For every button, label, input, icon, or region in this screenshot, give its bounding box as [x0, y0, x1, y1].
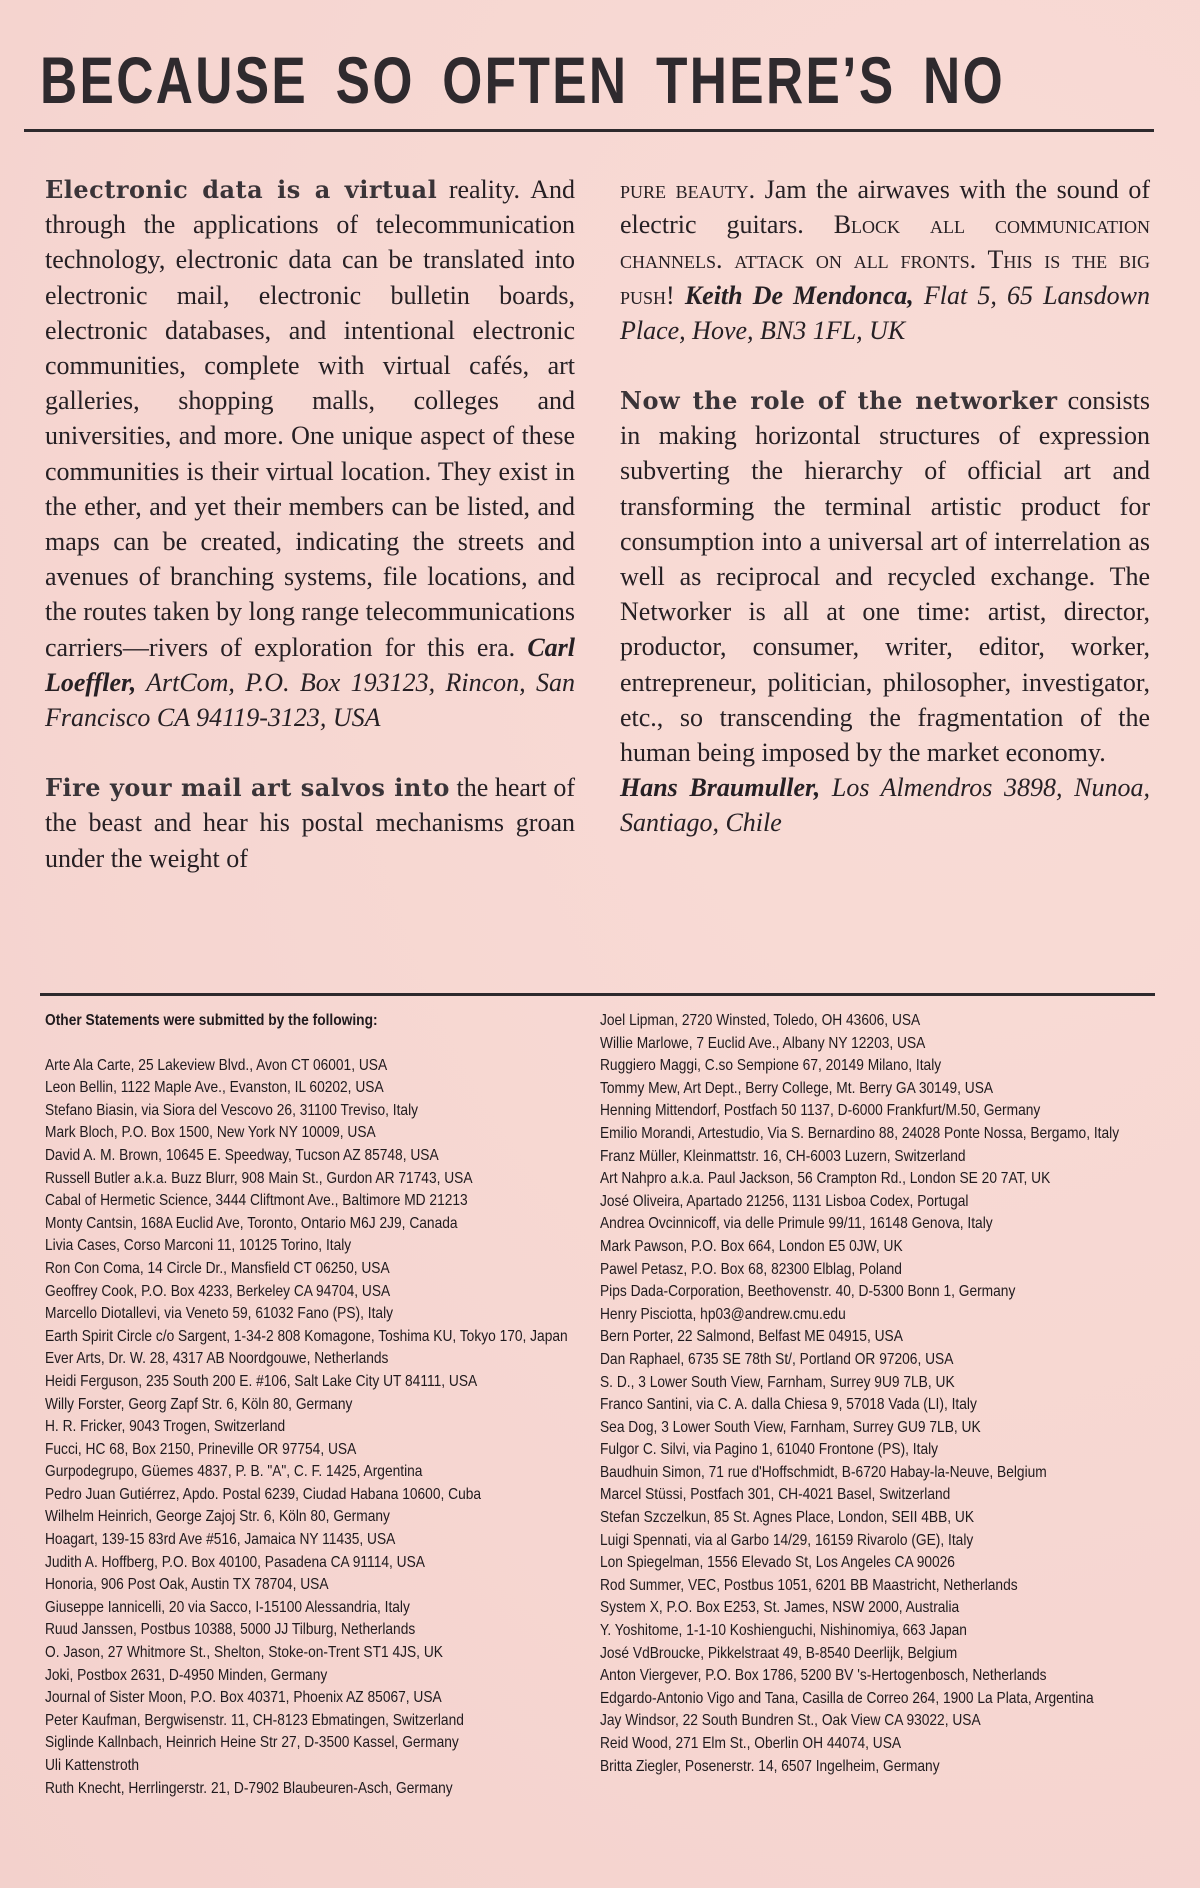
contributor-entry: Y. Yoshitome, 1-1-10 Koshienguchi, Nishinomiya, 663 Japan [600, 1622, 967, 1640]
contributor-entry: Franco Santini, via C. A. dalla Chiesa 9, 57018 Vada (LI), Italy [600, 1396, 977, 1414]
signature-address: ArtCom, P.O. Box 193123, Rincon, San Francisco CA 94119-3123, USA [45, 667, 576, 733]
contributor-entry: Wilhelm Heinrich, George Zajoj Str. 6, Köln 80, Germany [45, 1508, 390, 1526]
contributor-entry: Ruggiero Maggi, C.so Sempione 67, 20149 Milano, Italy [600, 1057, 942, 1075]
contributor-entry: Luigi Spennati, via al Garbo 14/29, 16159 Rivarolo (GE), Italy [600, 1531, 974, 1549]
contributor-entry: Andrea Ovcinnicoff, via delle Primule 99/11, 16148 Genova, Italy [600, 1215, 993, 1233]
contributor-entry: Heidi Ferguson, 235 South 200 E. #106, Salt Lake City UT 84111, USA [45, 1372, 478, 1390]
statement-lead: Fire your mail art salvos into [45, 773, 450, 803]
contributor-entry: Hoagart, 139-15 83rd Ave #516, Jamaica NY 11435, USA [45, 1531, 396, 1549]
left-text-column [45, 172, 575, 876]
statement-demendonca-start [45, 770, 575, 876]
contributor-entry: Tommy Mew, Art Dept., Berry College, Mt. Berry GA 30149, USA [600, 1079, 994, 1097]
statement-body: . Jam the airwaves with the sound of electric guitars. [620, 175, 1150, 240]
contributor-entry: Livia Cases, Corso Marconi 11, 10125 Torino, Italy [45, 1237, 352, 1255]
contributor-entry: Stefano Biasin, via Siora del Vescovo 26, 31100 Treviso, Italy [45, 1101, 419, 1119]
contributor-entry: System X, P.O. Box E253, St. James, NSW 2000, Australia [600, 1599, 960, 1617]
contributor-entry: Monty Cantsin, 168A Euclid Ave, Toronto, Ontario M6J 2J9, Canada [45, 1214, 458, 1232]
statement-caps-text: Block all communication channels. attack on all fronts. This is the big push! [620, 210, 1150, 310]
contributor-entry: Geoffrey Cook, P.O. Box 4233, Berkeley CA 94704, USA [45, 1282, 391, 1300]
contributor-entry: Willie Marlowe, 7 Euclid Ave., Albany NY 12203, USA [600, 1034, 926, 1052]
statement-lead: Electronic data is a virtual [45, 175, 438, 204]
contributor-entry: Giuseppe Iannicelli, 20 via Sacco, I-15100 Alessandria, Italy [45, 1598, 410, 1616]
contributor-entry: Cabal of Hermetic Science, 3444 Cliftmont Ave., Baltimore MD 21213 [45, 1192, 468, 1210]
contributor-entry: Ruth Knecht, Herrlingerstr. 21, D-7902 Blaubeuren-Asch, Germany [45, 1779, 453, 1797]
contributor-entry: Joki, Postbox 2631, D-4950 Minden, Germany [45, 1666, 328, 1684]
contributor-entry: Ever Arts, Dr. W. 28, 4317 AB Noordgouwe, Netherlands [45, 1350, 389, 1368]
contributor-entry: José VdBroucke, Pikkelstraat 49, B-8540 Deerlijk, Belgium [600, 1644, 958, 1662]
contributor-entry: Judith A. Hoffberg, P.O. Box 40100, Pasadena CA 91114, USA [45, 1553, 425, 1571]
statement-signature [620, 773, 1150, 837]
contributor-entry: Emilio Morandi, Artestudio, Via S. Bernardino 88, 24028 Ponte Nossa, Bergamo, Italy [600, 1124, 1120, 1142]
contributor-entry: Siglinde Kallnbach, Heinrich Heine Str 27, D-3500 Kassel, Germany [45, 1734, 459, 1752]
contributor-entry: H. R. Fricker, 9043 Trogen, Switzerland [45, 1418, 286, 1436]
contributor-entry: Gurpodegrupo, Güemes 4837, P. B. "A", C. F. 1425, Argentina [45, 1463, 423, 1481]
statement-caps-text: pure beauty [620, 175, 749, 204]
statement-body: reality. And through the applications of telecommunication technology, electronic data can be translated into electronic mail, electronic bulletin boards, electronic databases, and intentional electronic communities, complete with virtual cafés, art galleries, shopping malls, colleges and universities, and more. One unique aspect of these communities is their virtual location. They exist in the ether, and yet their members can be listed, and maps can be created, indicating the streets and avenues of branching systems, file locations, and the routes taken by long range telecommunications carriers—rivers of exploration for this era. [45, 175, 575, 662]
statement-lead: Now the role of the networker [620, 386, 1058, 416]
contributors-list-left [45, 1010, 578, 1800]
contributor-entry: Ruud Janssen, Postbus 10388, 5000 JJ Tilburg, Netherlands [45, 1621, 416, 1639]
contributor-entry: Pedro Juan Gutiérrez, Apdo. Postal 6239, Ciudad Habana 10600, Cuba [45, 1485, 482, 1503]
contributor-entry: Henry Pisciotta, hp03@andrew.cmu.edu [600, 1305, 846, 1323]
section-divider [40, 993, 1155, 996]
statement-demendonca-cont [620, 172, 1150, 348]
contributor-entry: Marcel Stüssi, Postfach 301, CH-4021 Basel, Switzerland [600, 1486, 951, 1504]
contributor-entry: O. Jason, 27 Whitmore St., Shelton, Stoke-on-Trent ST1 4JS, UK [45, 1644, 443, 1662]
contributor-entry: Franz Müller, Kleinmattstr. 16, CH-6003 Luzern, Switzerland [600, 1147, 966, 1165]
contributor-entry: Sea Dog, 3 Lower South View, Farnham, Surrey GU9 7LB, UK [600, 1418, 981, 1436]
contributor-entry: Edgardo-Antonio Vigo and Tana, Casilla de Correo 264, 1900 La Plata, Argentina [600, 1689, 1094, 1707]
contributor-entry: Jay Windsor, 22 South Bundren St., Oak View CA 93022, USA [600, 1712, 981, 1730]
statement-body: consists in making horizontal structures of expression subverting the hierarchy of official art and transforming the terminal artistic product for consumption into a universal art of interrelation as well as reciprocal and recycled exchange. The Networker is all at one time: artist, director, productor, consumer, writer, editor, worker, entrepreneur, politician, philosopher, investigator, etc., so transcending the fragmentation of the human being imposed by the market economy. [620, 386, 1150, 768]
contributor-entry: Art Nahpro a.k.a. Paul Jackson, 56 Crampton Rd., London SE 20 7AT, UK [600, 1170, 1051, 1188]
contributor-entry: Rod Summer, VEC, Postbus 1051, 6201 BB Maastricht, Netherlands [600, 1576, 1018, 1594]
contributor-entry: Earth Spirit Circle c/o Sargent, 1-34-2 808 Komagone, Toshima KU, Tokyo 170, Japan [45, 1327, 568, 1345]
contributor-entry: José Oliveira, Apartado 21256, 1131 Lisboa Codex, Portugal [600, 1192, 969, 1210]
contributor-entry: Fulgor C. Silvi, via Pagino 1, 61040 Frontone (PS), Italy [600, 1441, 939, 1459]
contributor-entry: Joel Lipman, 2720 Winsted, Toledo, OH 43606, USA [600, 1012, 921, 1029]
contributor-entry: Honoria, 906 Post Oak, Austin TX 78704, USA [45, 1576, 329, 1594]
contributor-entry: Mark Pawson, P.O. Box 664, London E5 0JW, UK [600, 1237, 903, 1255]
contributor-entry: Russell Butler a.k.a. Buzz Blurr, 908 Main St., Gurdon AR 71743, USA [45, 1169, 473, 1187]
contributor-entry: Pawel Petasz, P.O. Box 68, 82300 Elblag, Poland [600, 1260, 902, 1278]
contributor-entry: Reid Wood, 271 Elm St., Oberlin OH 44074, USA [600, 1735, 902, 1752]
contributors-list-right [600, 1010, 1133, 1778]
contributor-entry: Bern Porter, 22 Salmond, Belfast ME 04915, USA [600, 1328, 903, 1346]
contributor-entry: Uli Kattenstroth [45, 1757, 140, 1774]
page-headline: BECAUSE SO OFTEN THERE’S NO [40, 43, 1005, 117]
contributor-entry: Journal of Sister Moon, P.O. Box 40371, Phoenix AZ 85067, USA [45, 1689, 442, 1707]
contributor-entry: Mark Bloch, P.O. Box 1500, New York NY 10009, USA [45, 1124, 376, 1142]
contributor-entry: Ron Con Coma, 14 Circle Dr., Mansfield CT 06250, USA [45, 1259, 390, 1277]
signature-name: Keith De Mendonca, [684, 280, 914, 310]
contributor-entry: David A. M. Brown, 10645 E. Speedway, Tucson AZ 85748, USA [45, 1146, 439, 1164]
right-text-column [620, 172, 1150, 841]
contributor-entry: Peter Kaufman, Bergwisenstr. 11, CH-8123 Ebmatingen, Switzerland [45, 1711, 464, 1729]
signature-name: Carl Loeffler, [45, 632, 576, 697]
contributor-entry: Baudhuin Simon, 71 rue d'Hoffschmidt, B-6720 Habay-la-Neuve, Belgium [600, 1463, 1047, 1481]
contributor-entry: Henning Mittendorf, Postfach 50 1137, D-6000 Frankfurt/M.50, Germany [600, 1102, 1041, 1120]
contributor-entry: Stefan Szczelkun, 85 St. Agnes Place, London, SEII 4BB, UK [600, 1509, 975, 1527]
contributor-entry: Anton Viergever, P.O. Box 1786, 5200 BV 's-Hertogenbosch, Netherlands [600, 1667, 1047, 1685]
signature-address: Los Almendros 3898, Nunoa, Santiago, Chile [620, 773, 1150, 838]
contributor-entry: Lon Spiegelman, 1556 Elevado St, Los Angeles CA 90026 [600, 1554, 955, 1572]
contributor-entry: Dan Raphael, 6735 SE 78th St/, Portland OR 97206, USA [600, 1350, 954, 1368]
contributor-entry: Arte Ala Carte, 25 Lakeview Blvd., Avon CT 06001, USA [45, 1056, 388, 1074]
contributor-entry: Marcello Diotallevi, via Veneto 59, 61032 Fano (PS), Italy [45, 1305, 394, 1323]
contributor-entry: Pips Dada-Corporation, Beethovenstr. 40, D-5300 Bonn 1, Germany [600, 1283, 1016, 1301]
contributor-entry: Fucci, HC 68, Box 2150, Prineville OR 97754, USA [45, 1440, 357, 1458]
statement-signature [620, 281, 1150, 345]
signature-name: Hans Braumuller, [620, 773, 821, 803]
headline-divider [24, 129, 1154, 132]
statement-body: the heart of the beast and hear his postal mechanisms groan under the weight of [45, 773, 575, 873]
contributor-entry: Leon Bellin, 1122 Maple Ave., Evanston, IL 60202, USA [45, 1079, 384, 1097]
contributor-entry: Britta Ziegler, Posenerstr. 14, 6507 Ingelheim, Germany [600, 1757, 940, 1775]
statement-loeffler [45, 172, 575, 735]
contributor-entry: Willy Forster, Georg Zapf Str. 6, Köln 80, Germany [45, 1395, 353, 1413]
contributors-title: Other Statements were submitted by the following: [45, 1012, 378, 1029]
statement-braumuller [620, 383, 1150, 841]
contributor-entry: S. D., 3 Lower South View, Farnham, Surrey 9U9 7LB, UK [600, 1373, 955, 1391]
signature-address: Flat 5, 65 Lansdown Place, Hove, BN3 1FL, UK [620, 280, 1151, 345]
